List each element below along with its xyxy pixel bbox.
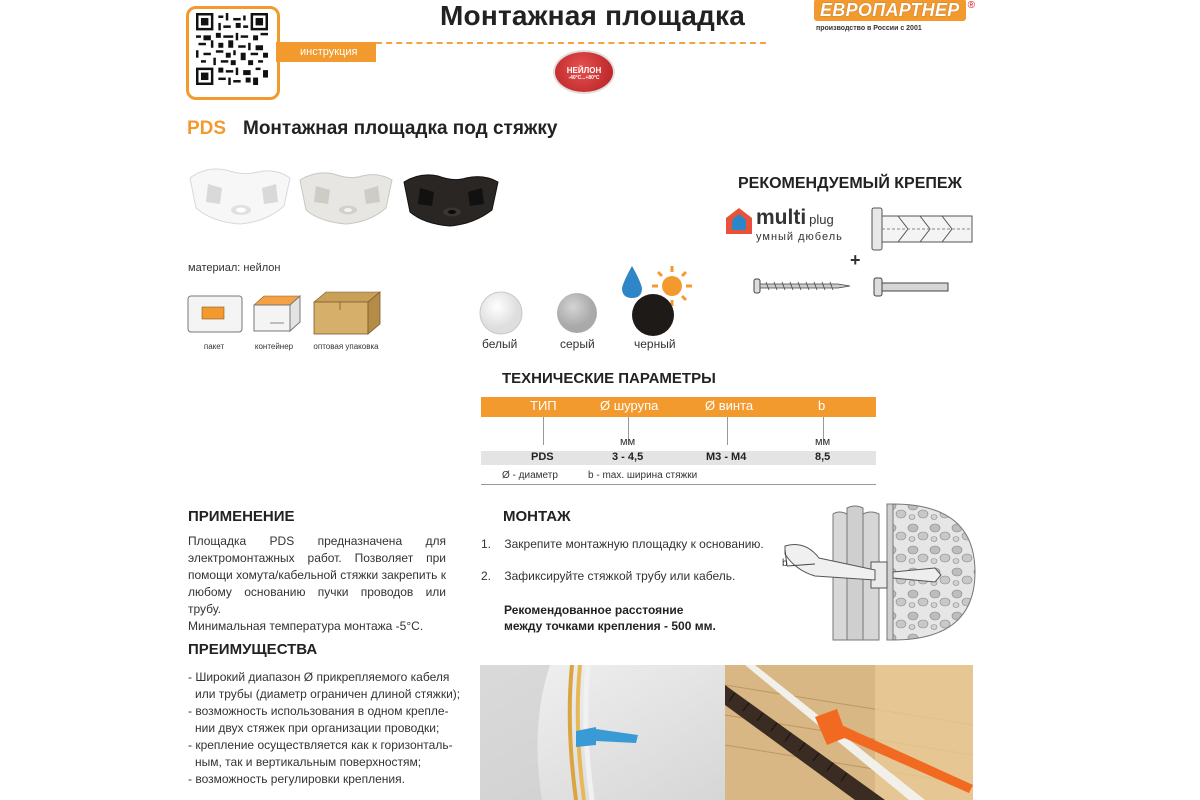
multiplug-brand — [756, 206, 834, 230]
fasteners-title: РЕКОМЕНДУЕМЫЙ КРЕПЕЖ — [738, 175, 963, 192]
package-wholesale-label: оптовая упаковка — [313, 342, 379, 351]
product-grey-image — [300, 173, 392, 224]
mounting-title: МОНТАЖ — [503, 508, 571, 525]
application-text — [188, 533, 446, 635]
application-line: любому основанию пучки проводов или трубу. — [188, 585, 446, 616]
multiplug-brand-sub: plug — [809, 212, 834, 227]
advantage-line: - крепление осуществляется как к горизонталь- — [188, 738, 453, 752]
photo-wood-mount — [725, 665, 973, 800]
brand-name: ЕВРОПАРТНЕР — [814, 0, 966, 21]
color-white-swatch[interactable] — [478, 290, 524, 336]
product-images — [186, 164, 506, 234]
multiplug-brand-main: multi — [756, 206, 807, 229]
brand-tagline: производство в России с 2001 — [816, 25, 922, 32]
step-text: Зафиксируйте стяжкой трубу или кабель. — [504, 569, 736, 583]
color-grey-swatch[interactable] — [554, 290, 600, 336]
tech-unit-screw: мм — [620, 436, 636, 448]
recommended-distance — [504, 602, 716, 634]
package-container-icon — [250, 293, 304, 335]
color-grey-label: серый — [560, 337, 595, 351]
qr-code-icon[interactable] — [196, 13, 268, 85]
product-white-image — [190, 169, 290, 224]
tech-header-b: b — [818, 398, 826, 413]
brand-logo — [814, 0, 1004, 24]
advantages-title: ПРЕИМУЩЕСТВА — [188, 641, 318, 658]
bolt-icon — [872, 276, 952, 298]
badge-temp-text: -40°C...+80°C — [568, 75, 600, 81]
plus-sign: + — [850, 250, 861, 270]
step-number: 2. — [481, 569, 492, 583]
product-name: Монтажная площадка под стяжку — [243, 118, 558, 139]
advantages-list — [188, 669, 461, 788]
application-line: Площадка PDS предназначена для — [188, 534, 446, 548]
step-text: Закрепите монтажную площадку к основанию. — [504, 537, 764, 551]
multiplug-logo-icon — [724, 206, 754, 236]
color-black-label: черный — [634, 337, 676, 351]
photo-wall-mount — [480, 665, 725, 800]
tech-note-b: b - max. ширина стяжки — [588, 470, 698, 481]
brand-reg-mark: ® — [967, 0, 975, 11]
package-bag-label: пакет — [203, 342, 225, 351]
tech-col-line — [543, 417, 544, 445]
application-line: Минимальная температура монтажа -5°С. — [188, 619, 424, 633]
badge-main-text: НЕЙЛОН — [566, 66, 602, 75]
color-black-swatch[interactable] — [612, 262, 702, 338]
advantage-line: - Широкий диапазон Ø прикрепляемого кабеля — [188, 670, 450, 684]
tech-cell-b: 8,5 — [815, 451, 831, 463]
header-dashed-divider — [376, 42, 766, 44]
dowel-icon — [868, 206, 978, 252]
tech-table-bottom-line — [481, 484, 876, 485]
tech-header-type: ТИП — [530, 398, 557, 413]
advantage-line: или трубы (диаметр ограничен длиной стяжки); — [195, 687, 461, 701]
tech-col-line — [727, 417, 728, 445]
tech-header-screw: Ø шурупа — [600, 398, 659, 413]
recommended-line: Рекомендованное расстояние — [504, 603, 684, 617]
material-label: материал: нейлон — [188, 262, 281, 274]
tech-cell-type: PDS — [531, 451, 554, 463]
tech-cell-screw: 3 - 4,5 — [612, 451, 644, 463]
diagram-b-label: b — [782, 558, 788, 569]
water-drop-icon — [622, 266, 642, 298]
page-title: Монтажная площадка — [440, 0, 746, 31]
tech-header-bolt: Ø винта — [705, 398, 754, 413]
application-title: ПРИМЕНЕНИЕ — [188, 508, 295, 525]
step-number: 1. — [481, 537, 492, 551]
package-wholesale-box-icon — [312, 290, 382, 336]
package-bag-icon — [186, 293, 246, 335]
advantage-line: - возможность регулировки крепления. — [188, 772, 405, 786]
advantage-line: ным, так и вертикальным поверхностям; — [195, 755, 422, 769]
advantage-line: нии двух стяжек при организации проводки; — [195, 721, 440, 735]
package-container-label: контейнер — [254, 342, 294, 351]
tech-note-diameter: Ø - диаметр — [502, 470, 558, 481]
mounting-step-2 — [481, 569, 735, 583]
multiplug-caption: умный дюбель — [756, 231, 843, 243]
advantage-line: - возможность использования в одном крепле- — [188, 704, 449, 718]
product-black-image — [404, 175, 498, 226]
nylon-quality-badge — [553, 50, 615, 94]
color-white-label: белый — [482, 337, 518, 351]
instruction-link[interactable]: инструкция — [276, 42, 376, 62]
application-line: электромонтажных работ. Позволяет при — [188, 551, 446, 565]
application-line: помощи хомута/кабельной стяжки закрепить к — [188, 568, 446, 582]
product-code: PDS — [187, 118, 227, 139]
mounting-diagram — [775, 500, 980, 652]
tech-unit-b: мм — [815, 436, 831, 448]
tech-params-title: ТЕХНИЧЕСКИЕ ПАРАМЕТРЫ — [502, 370, 716, 387]
screw-icon — [752, 276, 852, 296]
recommended-line: между точками крепления - 500 мм. — [504, 619, 716, 633]
mounting-step-1 — [481, 537, 764, 551]
tech-cell-bolt: М3 - М4 — [706, 451, 747, 463]
